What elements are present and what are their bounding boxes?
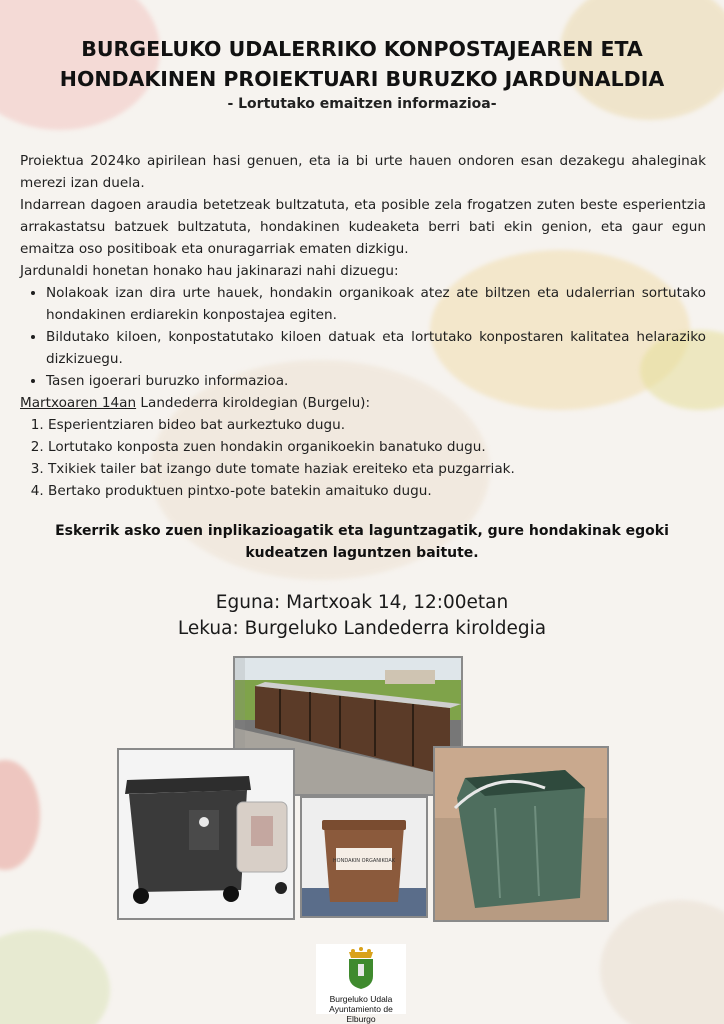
brown-organic-bin-photo [300,796,428,918]
list-item: 3. Txikiek tailer bat izango dute tomate haziak ereiteko eta puzgarriak. [48,458,706,480]
paragraph-announce: Jardunaldi honetan honako hau jakinarazi nahi dizuegu: [20,263,399,279]
wheelie-bin-photo [117,748,295,920]
list-item: • Bildutako kiloen, konpostatutako kiloen datuak eta lortutako konpostaren kalitatea helaraziko dizkizuegu. [46,326,706,370]
event-date-underlined: Martxoaren 14an [20,395,137,411]
event-when: Eguna: Martxoak 14, 12:00etan [215,592,509,613]
event-details [0,590,724,642]
topics-list [20,282,706,392]
program-list [20,414,706,502]
municipal-logo [316,944,406,1024]
paragraph-intro: Proiektua 2024ko apirilean hasi genuen, eta ia bi urte hauen ondoren esan dezakegu ahaleginak merezi izan duela. [20,153,706,191]
thanks-message: Eskerrik asko zuen inplikazioagatik eta laguntzagatik, gure hondakinak egoki kudeatzen laguntzen baitute. [55,523,669,561]
event-where: Lekua: Burgeluko Landederra kiroldegia [177,618,547,639]
bin-label-text: HONDAKIN ORGANIKOAK [332,858,396,864]
event-place-text: Landederra kiroldegian (Burgelu): [136,395,371,411]
paragraph-motivation: Indarrean dagoen araudia betetzeak bultzatuta, eta posible zela frogatzen zuten beste esperientzia arrakastatsu batzuek bultzatuta, hondakinen kudeaketa berri bati ekin genion, eta gaur egun emaitza oso positiboak eta onuragarriak ematen dizkigu. [20,197,706,257]
list-item: 1. Esperientziaren bideo bat aurkeztuko dugu. [48,414,706,436]
list-item: 4. Bertako produktuen pintxo-pote batekin amaituko dugu. [48,480,706,502]
green-composter-photo [433,746,609,922]
event-intro [20,392,706,414]
coat-of-arms-icon [341,946,381,990]
page-subtitle: - Lortutako emaitzen informazioa- [227,96,497,112]
logo-name-basque: Burgeluko Udala [329,994,393,1004]
list-item: 2. Lortutako konposta zuen hondakin organikoekin banatuko dugu. [48,436,706,458]
list-item: • Nolakoak izan dira urte hauek, hondakin organikoak atez ate biltzen eta udalerrian sortutako hondakinen erdiarekin konpostajea egiten. [46,282,706,326]
body-text [20,150,706,502]
logo-name-spanish: Ayuntamiento de Elburgo [329,1004,393,1024]
title-line-2: HONDAKINEN PROIEKTUARI BURUZKO JARDUNALDIA [59,67,665,91]
title-line-1: BURGELUKO UDALERRIKO KONPOSTAJEAREN ETA [81,37,643,61]
list-item: • Tasen igoerari buruzko informazioa. [46,370,706,392]
page-title [0,34,724,94]
